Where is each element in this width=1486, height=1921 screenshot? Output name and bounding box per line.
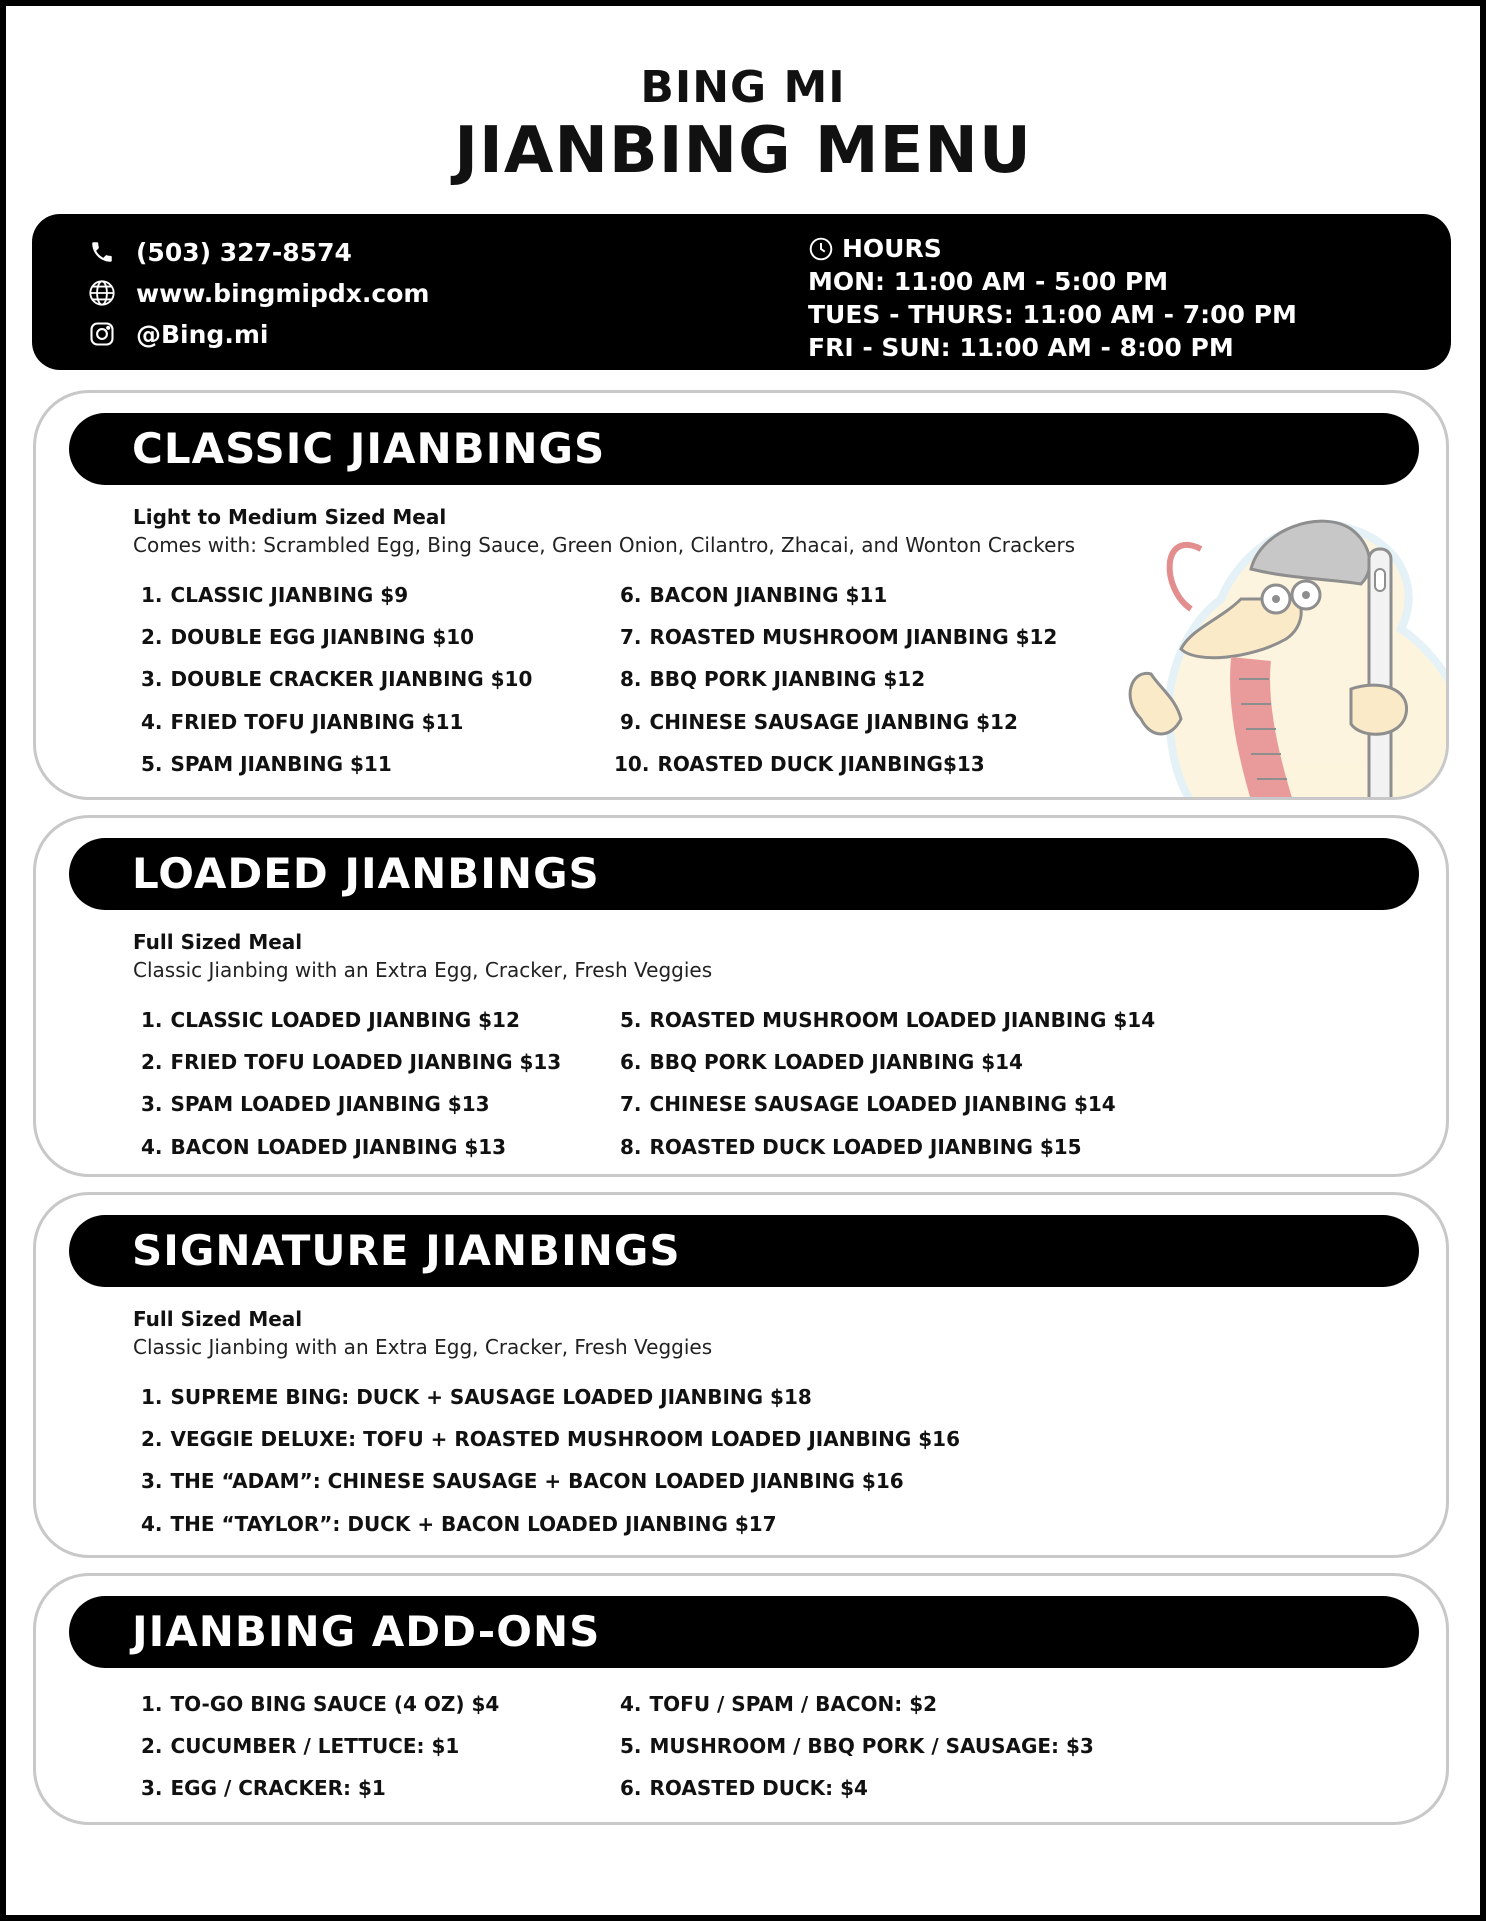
section-add-ons	[33, 1573, 1449, 1825]
section-header: SIGNATURE JIANBINGS	[69, 1215, 1419, 1287]
menu-item: 6. BBQ PORK LOADED JIANBING $14	[620, 1050, 1023, 1074]
section-subtitle: Light to Medium Sized Meal	[133, 505, 447, 529]
phone-number: (503) 327-8574	[136, 237, 352, 267]
section-header: CLASSIC JIANBINGS	[69, 413, 1419, 485]
menu-item: 5. SPAM JIANBING $11	[141, 752, 392, 776]
menu-item: 8. BBQ PORK JIANBING $12	[620, 667, 926, 691]
section-header: JIANBING ADD-ONS	[69, 1596, 1419, 1668]
section-signature	[33, 1192, 1449, 1558]
contact-phone[interactable]	[86, 236, 352, 268]
hours-line: MON: 11:00 AM - 5:00 PM	[808, 267, 1169, 296]
section-description: Classic Jianbing with an Extra Egg, Cracker, Fresh Veggies	[133, 1335, 713, 1359]
section-header: LOADED JIANBINGS	[69, 838, 1419, 910]
section-loaded	[33, 815, 1449, 1177]
menu-item: 8. ROASTED DUCK LOADED JIANBING $15	[620, 1135, 1082, 1159]
menu-item: 2. FRIED TOFU LOADED JIANBING $13	[141, 1050, 562, 1074]
website-url: www.bingmipdx.com	[136, 278, 430, 308]
info-bar	[32, 214, 1451, 370]
menu-item: 9. CHINESE SAUSAGE JIANBING $12	[620, 710, 1018, 734]
menu-item: 5. MUSHROOM / BBQ PORK / SAUSAGE: $3	[620, 1734, 1094, 1758]
section-classic	[33, 390, 1449, 800]
menu-item: 6. BACON JIANBING $11	[620, 583, 888, 607]
menu-item: 3. DOUBLE CRACKER JIANBING $10	[141, 667, 533, 691]
clock-icon	[808, 236, 834, 262]
menu-item: 4. THE “TAYLOR”: DUCK + BACON LOADED JIANBING $17	[141, 1512, 777, 1536]
menu-item: 3. EGG / CRACKER: $1	[141, 1776, 386, 1800]
menu-item: 4. TOFU / SPAM / BACON: $2	[620, 1692, 938, 1716]
menu-item: 3. THE “ADAM”: CHINESE SAUSAGE + BACON LOADED JIANBING $16	[141, 1469, 904, 1493]
phone-icon	[86, 236, 118, 268]
menu-item: 7. CHINESE SAUSAGE LOADED JIANBING $14	[620, 1092, 1116, 1116]
section-subtitle: Full Sized Meal	[133, 1307, 303, 1331]
section-description: Comes with: Scrambled Egg, Bing Sauce, Green Onion, Cilantro, Zhacai, and Wonton Crackers	[133, 533, 1076, 557]
menu-item: 2. DOUBLE EGG JIANBING $10	[141, 625, 475, 649]
menu-item: 1. CLASSIC JIANBING $9	[141, 583, 409, 607]
hours-label: HOURS	[842, 234, 942, 263]
menu-item: 1. SUPREME BING: DUCK + SAUSAGE LOADED JIANBING $18	[141, 1385, 812, 1409]
hours-line: FRI - SUN: 11:00 AM - 8:00 PM	[808, 333, 1234, 362]
globe-icon	[86, 277, 118, 309]
menu-item: 3. SPAM LOADED JIANBING $13	[141, 1092, 490, 1116]
instagram-icon	[86, 318, 118, 350]
contact-website[interactable]	[86, 277, 429, 309]
section-subtitle: Full Sized Meal	[133, 930, 303, 954]
section-description: Classic Jianbing with an Extra Egg, Cracker, Fresh Veggies	[133, 958, 713, 982]
brand-name: BING MI	[640, 62, 846, 113]
menu-item: 1. CLASSIC LOADED JIANBING $12	[141, 1008, 520, 1032]
hours-block	[808, 232, 1297, 364]
menu-item: 5. ROASTED MUSHROOM LOADED JIANBING $14	[620, 1008, 1156, 1032]
menu-item: 1. TO-GO BING SAUCE (4 OZ) $4	[141, 1692, 500, 1716]
instagram-handle: @Bing.mi	[136, 319, 269, 349]
menu-item: 10. ROASTED DUCK JIANBING$13	[614, 752, 985, 776]
contact-instagram[interactable]	[86, 318, 268, 350]
menu-item: 2. VEGGIE DELUXE: TOFU + ROASTED MUSHROOM LOADED JIANBING $16	[141, 1427, 960, 1451]
menu-item: 7. ROASTED MUSHROOM JIANBING $12	[620, 625, 1058, 649]
hours-line: TUES - THURS: 11:00 AM - 7:00 PM	[808, 300, 1297, 329]
menu-item: 6. ROASTED DUCK: $4	[620, 1776, 868, 1800]
menu-item: 4. FRIED TOFU JIANBING $11	[141, 710, 464, 734]
dragon-mascot-icon	[1101, 489, 1449, 800]
menu-title: JIANBING MENU	[454, 114, 1032, 188]
menu-item: 4. BACON LOADED JIANBING $13	[141, 1135, 507, 1159]
menu-item: 2. CUCUMBER / LETTUCE: $1	[141, 1734, 460, 1758]
